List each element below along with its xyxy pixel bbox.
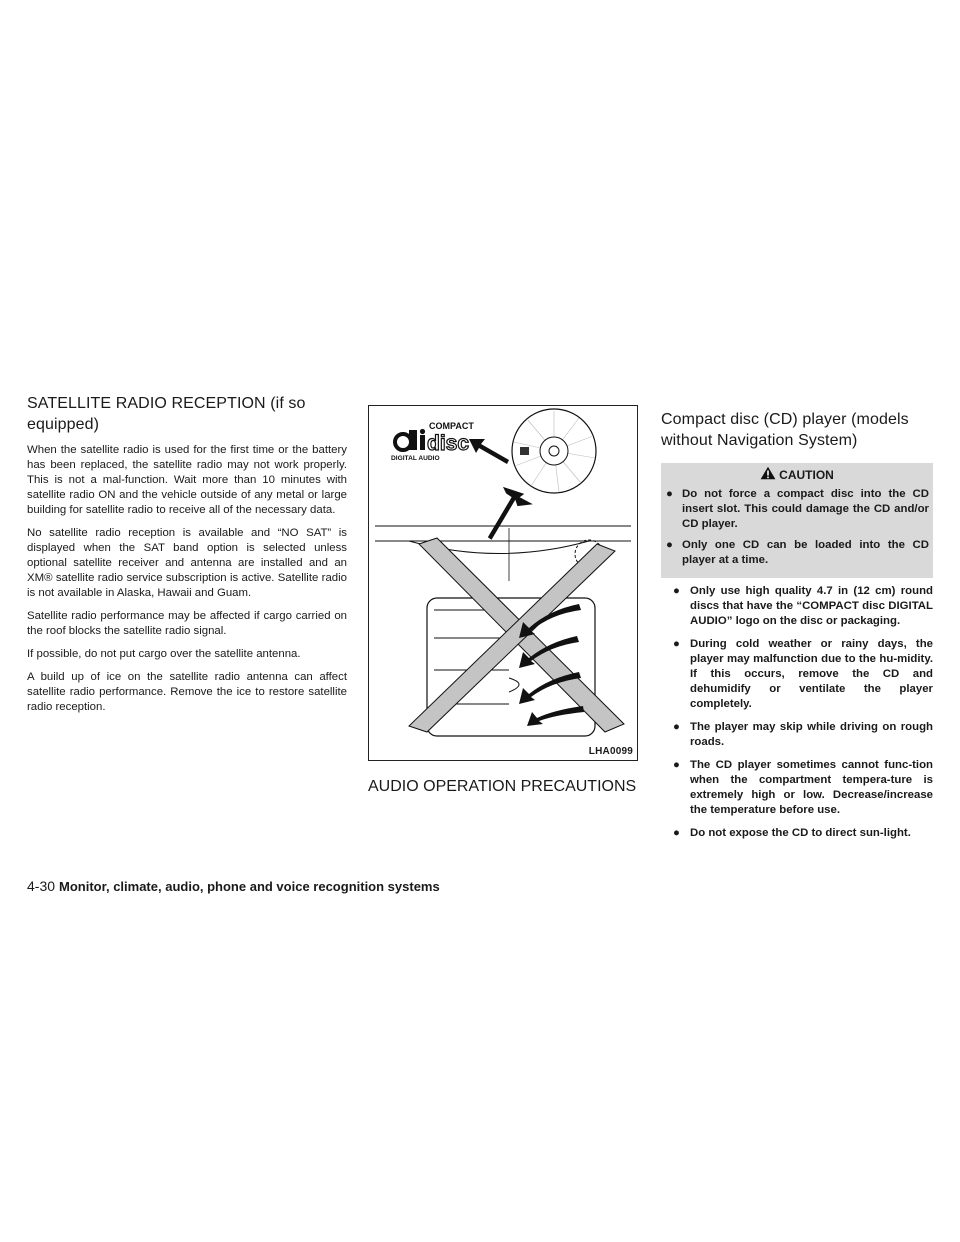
audio-precautions-heading: AUDIO OPERATION PRECAUTIONS — [368, 778, 637, 795]
footer-title: Monitor, climate, audio, phone and voice recognition systems — [59, 879, 440, 894]
compact-disc-logo — [391, 421, 474, 462]
satellite-paragraph-5: A build up of ice on the satellite radio antenna can affect satellite radio performance. Remove the ice to restore satellite radio reception. — [27, 671, 347, 713]
caution-item-text: Only one CD can be loaded into the CD player at a time. — [682, 539, 929, 566]
logo-line2: DIGITAL AUDIO — [391, 455, 440, 462]
page-footer — [27, 878, 440, 894]
cd-illustration — [369, 406, 639, 762]
caution-item-1 — [661, 487, 933, 532]
satellite-paragraph-4: If possible, do not put cargo over the satellite antenna. — [27, 648, 301, 660]
warning-triangle-icon — [760, 466, 776, 483]
logo-word: disc — [427, 432, 470, 455]
precaution-item-text: Do not expose the CD to direct sun-light. — [690, 827, 911, 839]
caution-title — [661, 463, 933, 487]
satellite-paragraph-2: No satellite radio reception is available and “NO SAT” is displayed when the SAT band option is selected unless optional satellite receiver and antenna are installed and an XM® satellite radio service subscription is active. Satellite radio is not available in Alaska, Hawaii and Guam. — [27, 527, 347, 599]
precaution-item-text: Only use high quality 4.7 in (12 cm) round discs that have the “COMPACT disc DIGITAL AUDIO” logo on the disc or packaging. — [690, 585, 933, 627]
disc-icon — [512, 409, 596, 493]
satellite-paragraph-3: Satellite radio performance may be affected if cargo carried on the roof blocks the satellite radio signal. — [27, 610, 347, 637]
precaution-item-2 — [669, 637, 933, 712]
figure-column — [368, 405, 638, 797]
caution-label: CAUTION — [779, 467, 834, 482]
bullet: ● — [673, 638, 680, 650]
caution-item-2 — [661, 538, 933, 568]
precaution-item-3 — [669, 720, 933, 750]
bullet: ● — [673, 827, 680, 839]
satellite-section — [27, 393, 347, 723]
bullet: ● — [673, 759, 680, 771]
caution-list — [661, 487, 933, 568]
precaution-item-1 — [669, 584, 933, 629]
bullet: ● — [673, 721, 680, 733]
satellite-heading: SATELLITE RADIO RECEPTION (if so equipped) — [27, 395, 306, 433]
satellite-paragraph-1: When the satellite radio is used for the first time or the battery has been replaced, the satellite radio may not work properly. This is not a mal-function. Wait more than 10 minutes with satellite radio ON and the vehicle outside of any metal or large building for satellite radio to receive all of the necessary data. — [27, 444, 347, 516]
bullet: ● — [666, 539, 673, 551]
cd-insertion-figure — [368, 405, 638, 761]
bullet: ● — [666, 488, 673, 500]
precaution-item-5 — [669, 826, 933, 841]
page-number: 4-30 — [27, 878, 56, 894]
logo-line1: COMPACT — [429, 421, 474, 431]
caution-item-text: Do not force a compact disc into the CD insert slot. This could damage the CD and/or CD player. — [682, 488, 929, 530]
figure-label: LHA0099 — [588, 746, 633, 757]
bullet: ● — [673, 585, 680, 597]
precaution-item-4 — [669, 758, 933, 818]
caution-box — [661, 463, 933, 578]
precaution-list — [661, 584, 933, 841]
cd-player-section — [661, 409, 933, 849]
precaution-item-text: The player may skip while driving on rough roads. — [690, 721, 933, 748]
precaution-item-text: During cold weather or rainy days, the player may malfunction due to the hu-midity. If this occurs, remove the CD and dehumidify or ventilate the player completely. — [690, 638, 933, 710]
cd-player-heading: Compact disc (CD) player (models without Navigation System) — [661, 411, 909, 449]
precaution-item-text: The CD player sometimes cannot func-tion when the compartment tempera-ture is extremely high or low. Decrease/increase the temperature before use. — [690, 759, 933, 816]
